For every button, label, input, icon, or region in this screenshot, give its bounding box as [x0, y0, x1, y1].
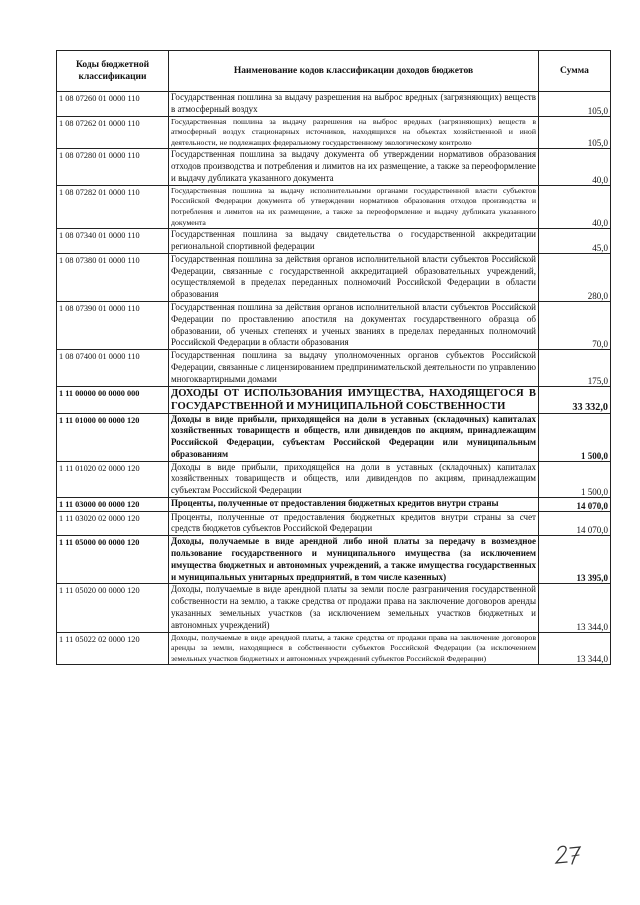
row-name: Доходы, получаемые в виде арендной либо иной платы за передачу в возмездное пользование государственного и муниципального имущества (за исключением имущества бюджетных и автономных учреждений, а также имущества государственных и муниципальных унитарных предприятий, в том числе казенных)	[169, 536, 539, 584]
table-row	[57, 511, 611, 536]
row-sum: 280,0	[539, 253, 611, 301]
row-name: Доходы в виде прибыли, приходящейся на доли в уставных (складочных) капиталах хозяйственных товариществ и обществ, или дивидендов по акциям, принадлежащим субъектам Российской Федерации	[169, 461, 539, 497]
row-name: Проценты, полученные от предоставления бюджетных кредитов внутри страны за счет средств бюджетов субъектов Российской Федерации	[169, 511, 539, 536]
row-code: 1 08 07282 01 0000 110	[57, 185, 169, 228]
table-row	[57, 386, 611, 413]
table-body	[57, 92, 611, 665]
row-name: Государственная пошлина за выдачу исполнительными органами государственной власти субъектов Российской Федерации документа об утверждении нормативов образования отходов производства и потребления и лимитов на их размещение, а также за переоформление и выдачу дубликата указанного документа	[169, 185, 539, 228]
row-code: 1 08 07260 01 0000 110	[57, 92, 169, 117]
table-header-row	[57, 51, 611, 92]
row-name: Государственная пошлина за выдачу уполномоченных органов субъектов Российской Федерации, связанные с лицензированием предпринимательской деятельности по управлению многоквартирными домами	[169, 350, 539, 386]
table-row	[57, 253, 611, 301]
row-name: Государственная пошлина за выдачу разрешения на выброс вредных (загрязняющих) веществ в атмосферный воздух стационарных источников, находящихся на объектах хозяйственной и иной деятельности, не подлежащих федеральному государственному экологическому контролю	[169, 116, 539, 149]
row-code: 1 08 07262 01 0000 110	[57, 116, 169, 149]
row-name: Доходы, получаемые в виде арендной платы за земли после разграничения государственной собственности на землю, а также средства от продажи права на заключение договоров аренды указанных земельных участков (за исключением земельных участков бюджетных и автономных учреждений)	[169, 584, 539, 632]
row-sum: 13 344,0	[539, 584, 611, 632]
table-row	[57, 350, 611, 386]
row-sum: 175,0	[539, 350, 611, 386]
row-sum: 13 344,0	[539, 632, 611, 665]
row-code: 1 11 05022 02 0000 120	[57, 632, 169, 665]
row-name: Государственная пошлина за действия органов исполнительной власти субъектов Российской Федерации по проставлению апостиля на документах государственного образца об образовании, об ученых степенях и ученых званиях в пределах переданных полномочий Российской Федерации в области образования	[169, 301, 539, 349]
handwritten-page-number	[552, 840, 592, 870]
row-code: 1 08 07340 01 0000 110	[57, 229, 169, 254]
row-code: 1 08 07380 01 0000 110	[57, 253, 169, 301]
row-name: Проценты, полученные от предоставления бюджетных кредитов внутри страны	[169, 498, 539, 512]
row-code: 1 08 07280 01 0000 110	[57, 149, 169, 185]
row-sum: 105,0	[539, 92, 611, 117]
row-sum: 14 070,0	[539, 511, 611, 536]
table-row	[57, 498, 611, 512]
table-row	[57, 185, 611, 228]
table-row	[57, 149, 611, 185]
row-code: 1 11 01000 00 0000 120	[57, 413, 169, 461]
row-sum: 70,0	[539, 301, 611, 349]
table-row	[57, 461, 611, 497]
row-name: Доходы в виде прибыли, приходящейся на доли в уставных (складочных) капиталах хозяйственных товариществ и обществ, или дивидендов по акциям, принадлежащим Российской Федерации, субъектам Российской Федерации или муниципальным образованиям	[169, 413, 539, 461]
table-row	[57, 632, 611, 665]
row-name: Доходы, получаемые в виде арендной платы, а также средства от продажи права на заключение договоров аренды за земли, находящиеся в собственности субъектов Российской Федерации (за исключением земельных участков бюджетных и автономных учреждений субъектов Российской Федерации)	[169, 632, 539, 665]
table-row	[57, 92, 611, 117]
header-code: Коды бюджетной классификации	[57, 51, 169, 92]
row-name: Государственная пошлина за выдачу документа об утверждении нормативов образования отходов производства и потребления и лимитов на их размещение, а также за переоформление и выдачу дубликата указанного документа	[169, 149, 539, 185]
table-row	[57, 301, 611, 349]
row-sum: 40,0	[539, 185, 611, 228]
table-row	[57, 413, 611, 461]
header-name: Наименование кодов классификации доходов бюджетов	[169, 51, 539, 92]
row-code: 1 11 05000 00 0000 120	[57, 536, 169, 584]
table-row	[57, 229, 611, 254]
row-code: 1 11 00000 00 0000 000	[57, 386, 169, 413]
header-sum: Сумма	[539, 51, 611, 92]
row-sum: 13 395,0	[539, 536, 611, 584]
revenue-classification-table	[56, 50, 611, 665]
table-row	[57, 116, 611, 149]
row-name: Государственная пошлина за выдачу разрешения на выброс вредных (загрязняющих) веществ в атмосферный воздух	[169, 92, 539, 117]
row-code: 1 11 03020 02 0000 120	[57, 511, 169, 536]
row-code: 1 11 03000 00 0000 120	[57, 498, 169, 512]
row-sum: 40,0	[539, 149, 611, 185]
row-sum: 1 500,0	[539, 461, 611, 497]
row-code: 1 08 07390 01 0000 110	[57, 301, 169, 349]
table-row	[57, 584, 611, 632]
row-sum: 45,0	[539, 229, 611, 254]
row-sum: 14 070,0	[539, 498, 611, 512]
document-page	[56, 50, 610, 665]
row-code: 1 11 01020 02 0000 120	[57, 461, 169, 497]
row-sum: 105,0	[539, 116, 611, 149]
table-row	[57, 536, 611, 584]
row-code: 1 11 05020 00 0000 120	[57, 584, 169, 632]
row-sum: 33 332,0	[539, 386, 611, 413]
row-code: 1 08 07400 01 0000 110	[57, 350, 169, 386]
row-name: Государственная пошлина за действия органов исполнительной власти субъектов Российской Федерации, связанные с государственной аккредитацией образовательных учреждений, осуществляемой в пределах переданных полномочий Российской Федерации в области образования	[169, 253, 539, 301]
row-name: Государственная пошлина за выдачу свидетельства о государственной аккредитации региональной спортивной федерации	[169, 229, 539, 254]
row-name: ДОХОДЫ ОТ ИСПОЛЬЗОВАНИЯ ИМУЩЕСТВА, НАХОДЯЩЕГОСЯ В ГОСУДАРСТВЕННОЙ И МУНИЦИПАЛЬНОЙ СОБСТВЕННОСТИ	[169, 386, 539, 413]
row-sum: 1 500,0	[539, 413, 611, 461]
